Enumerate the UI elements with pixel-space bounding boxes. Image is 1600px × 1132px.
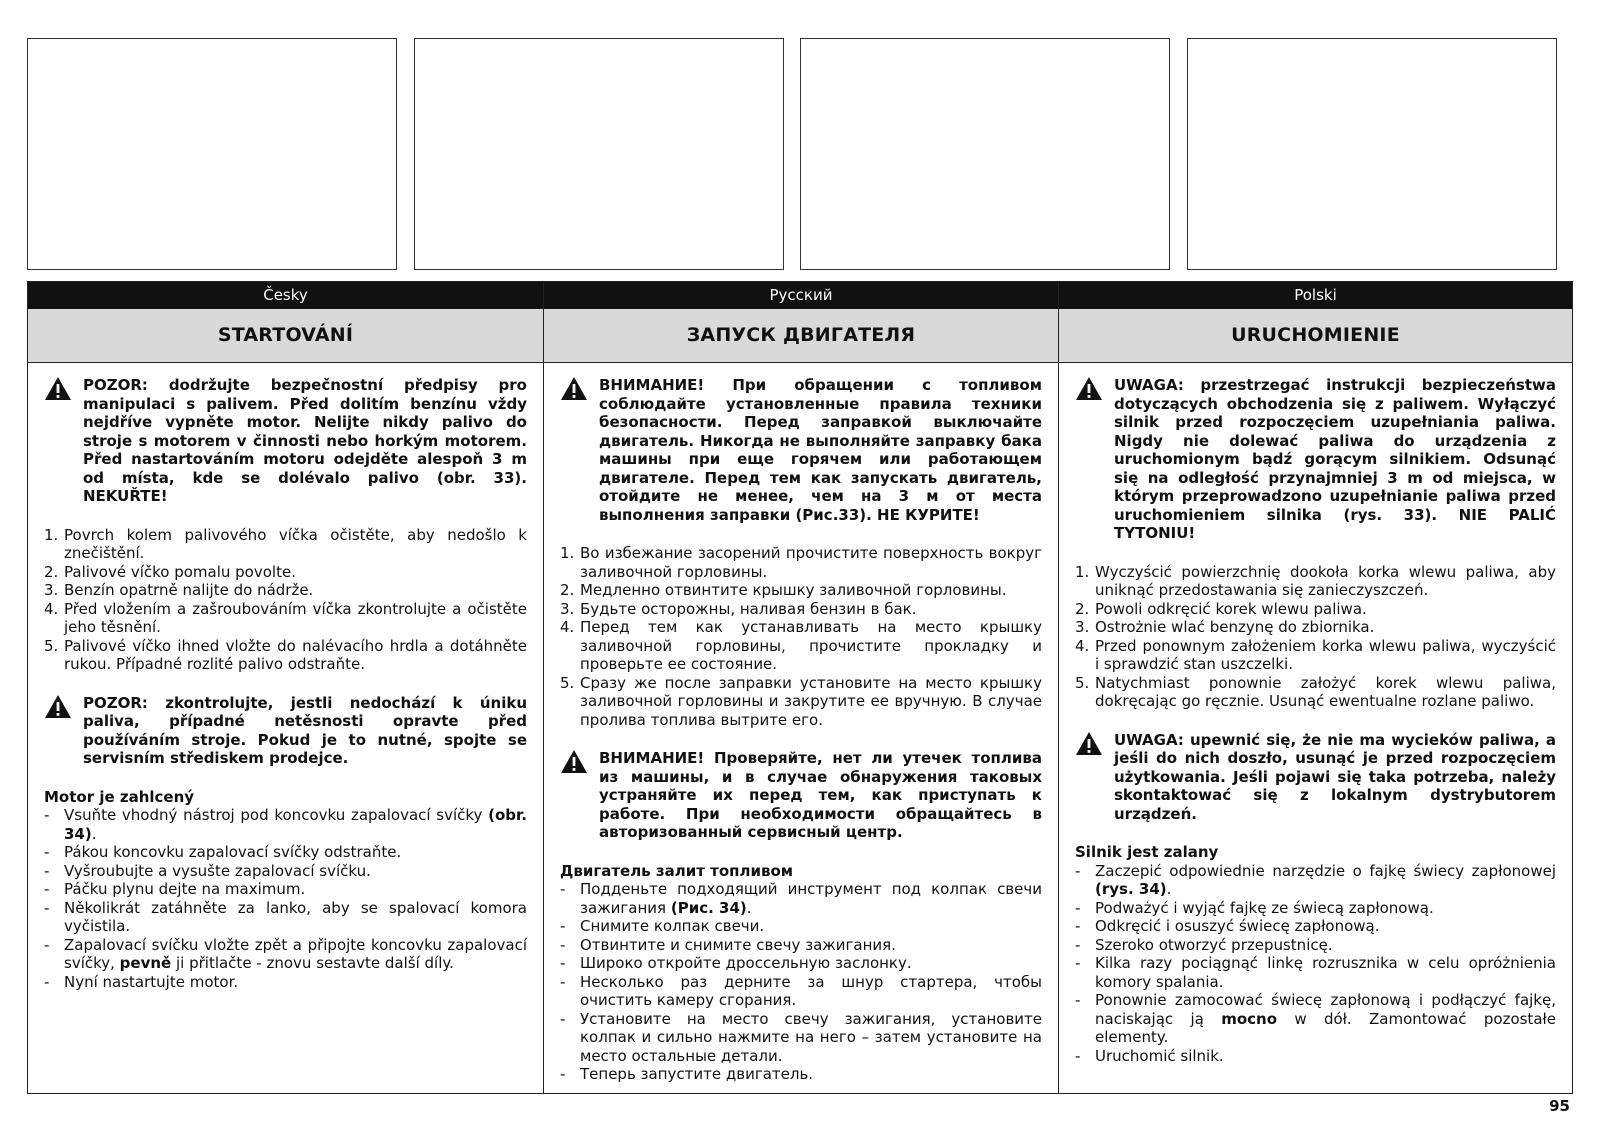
list-item: [1075, 862, 1556, 899]
warning-text: POZOR: zkontrolujte, jestli nedochází k úniku paliva, případné netěsnosti opravte před používáním stroje. Pokud je to nutné, spojte se servisním střediskem prodejce.: [83, 693, 527, 767]
list-item: [44, 843, 527, 862]
list-item: [1075, 674, 1556, 711]
list-item: [560, 917, 1042, 936]
list-item: [44, 973, 527, 992]
figure-box-4: [1187, 38, 1557, 270]
list-number: 3.: [560, 599, 575, 618]
list-item: [1075, 954, 1556, 991]
list-dash: -: [1075, 861, 1081, 880]
list-item-text: Uruchomić silnik.: [1095, 1046, 1224, 1065]
list-item-text: Povrch kolem palivového víčka očistěte, aby nedošlo k znečištění.: [64, 525, 527, 562]
list-item: [44, 526, 527, 563]
flooded-engine-steps-list: [44, 806, 527, 991]
list-item-text: Několikrát zatáhněte za lanko, aby se spalovací komora vyčistila.: [64, 898, 527, 935]
section-title: ЗАПУСК ДВИГАТЕЛЯ: [544, 309, 1058, 363]
list-item-text: .: [746, 898, 752, 917]
emphasis-text: (obr. 34): [64, 806, 527, 843]
section-content: [28, 363, 543, 991]
warning-text: ВНИМАНИЕ! При обращении с топливом соблюдайте установленные правила техники безопасности. Перед заправкой выключайте двигатель. Никогда не выполняйте заправку бака машины при еще горячем или работающем двигателе. Перед тем как запускать двигатель, отойдите не менее, чем на 3 м от места выполнения заправки (Рис.33). НЕ КУРИТЕ!: [599, 376, 1042, 524]
list-number: 3.: [44, 581, 59, 599]
list-item-text: Natychmiast ponownie założyć korek wlewu paliwa, dokręcając go ręcznie. Usunąć ewentualne rozlane paliwo.: [1095, 673, 1556, 710]
list-item: [44, 581, 527, 600]
list-number: 4.: [560, 618, 575, 636]
list-item: [1075, 1047, 1556, 1066]
list-item-text: Снимите колпак свечи.: [580, 917, 765, 935]
list-item: [44, 880, 527, 899]
section-title: URUCHOMIENIE: [1059, 309, 1572, 363]
list-number: 5.: [1075, 673, 1090, 692]
list-item-text: Ponownie zamocować świecę zapłonową i podłączyć fajkę, naciskając ją: [1095, 991, 1556, 1028]
column-polish: [1058, 282, 1572, 1093]
warning-triangle-icon: [1075, 731, 1103, 756]
list-item: [44, 936, 527, 973]
warning-fuel-leak: [1075, 731, 1556, 824]
list-item-text: Теперь запустите двигатель.: [580, 1065, 814, 1083]
flooded-engine-title: Двигатель залит топливом: [560, 861, 794, 880]
list-item-text: Benzín opatrně nalijte do nádrže.: [64, 581, 314, 599]
list-item: [560, 973, 1042, 1010]
warning-triangle-icon: [560, 749, 588, 774]
warning-text: ВНИМАНИЕ! Проверяйте, нет ли утечек топлива из машины, и в случае обнаружения таковых устраняйте их перед тем, как приступать к работе. При необходимости обращайтесь в авторизованный сервисный центр.: [599, 749, 1042, 841]
warning-triangle-icon: [44, 376, 72, 401]
list-item: [1075, 618, 1556, 637]
refuel-steps-list: [560, 544, 1042, 729]
list-dash: -: [44, 861, 50, 880]
list-number: 2.: [1075, 599, 1090, 618]
list-item: [560, 954, 1042, 973]
list-item-text: Palivové víčko pomalu povolte.: [64, 562, 296, 581]
list-item-text: Páčku plynu dejte na maximum.: [64, 880, 306, 898]
figure-box-1: [27, 38, 397, 270]
list-number: 4.: [1075, 636, 1090, 655]
list-dash: -: [44, 880, 50, 898]
list-item-text: Palivové víčko ihned vložte do nalévacího hrdla a dotáhněte rukou. Případné rozlité palivo odstraňte.: [64, 636, 527, 673]
list-item-text: Szeroko otworzyć przepustnicę.: [1095, 935, 1333, 954]
list-item-text: Сразу же после заправки установите на место крышку заливочной горловины и закрутите ее вручную. В случае пролива топлива вытрите его.: [580, 673, 1042, 729]
warning-triangle-icon: [560, 376, 588, 401]
column-czech: [28, 282, 543, 1093]
list-item: [1075, 917, 1556, 936]
list-item: [560, 600, 1042, 619]
list-item-text: Установите на место свечу зажигания, установите колпак и сильно нажмите на него – затем установите на место остальные детали.: [580, 1009, 1042, 1065]
list-number: 1.: [1075, 562, 1090, 581]
list-item: [560, 1065, 1042, 1084]
list-item: [560, 880, 1042, 917]
list-item: [560, 544, 1042, 581]
list-dash: -: [1075, 898, 1081, 917]
flooded-engine-steps-list: [1075, 862, 1556, 1066]
list-item-text: Во избежание засорений прочистите поверхность вокруг заливочной горловины.: [580, 544, 1042, 581]
language-label: Polski: [1059, 282, 1572, 309]
list-item: [1075, 637, 1556, 674]
emphasis-text: pevně: [119, 954, 172, 972]
list-item-text: Wyczyścić powierzchnię dookoła korka wlewu paliwa, aby uniknąć przedostawania się zanieczyszczeń.: [1095, 562, 1556, 599]
list-number: 1.: [44, 525, 59, 544]
list-item-text: Широко откройте дроссельную заслонку.: [580, 954, 912, 972]
list-dash: -: [560, 880, 566, 898]
list-dash: -: [44, 806, 50, 824]
list-number: 5.: [44, 636, 59, 655]
list-item-text: Vsuňte vhodný nástroj pod koncovku zapalovací svíčky: [64, 806, 489, 824]
list-item-text: Podważyć i wyjąć fajkę ze świecą zapłonową.: [1095, 898, 1434, 917]
list-item: [1075, 899, 1556, 918]
warning-text: POZOR: dodržujte bezpečnostní předpisy pro manipulaci s palivem. Před dolitím benzínu vždy nejdříve vypněte motor. Nelijte nikdy palivo do stroje s motorem v činnosti nebo horkým motorem. Před nastartováním motoru odejděte alespoň 3 m od místa, kde se dolévalo palivo (obr. 33). NEKUŘTE!: [83, 376, 527, 505]
list-item: [560, 581, 1042, 600]
list-item: [1075, 991, 1556, 1047]
list-dash: -: [560, 935, 566, 954]
column-russian: [543, 282, 1058, 1093]
list-item-text: Vyšroubujte a vysušte zapalovací svíčku.: [64, 861, 371, 880]
warning-triangle-icon: [1075, 376, 1103, 401]
section-content: [1059, 363, 1572, 1065]
list-dash: -: [560, 1065, 566, 1083]
list-item-text: Pákou koncovku zapalovací svíčky odstraňte.: [64, 843, 402, 861]
section-title: STARTOVÁNÍ: [28, 309, 543, 363]
list-item-text: Медленно отвинтите крышку заливочной горловины.: [580, 581, 1007, 599]
list-item-text: Несколько раз дерните за шнур стартера, чтобы очистить камеру сгорания.: [580, 972, 1042, 1009]
list-item: [1075, 936, 1556, 955]
list-item-text: .: [1166, 880, 1172, 898]
list-dash: -: [560, 917, 566, 935]
warning-fuel-handling: [44, 376, 527, 506]
list-dash: -: [1075, 935, 1081, 954]
refuel-steps-list: [44, 526, 527, 674]
list-item: [44, 563, 527, 582]
list-number: 4.: [44, 599, 59, 618]
warning-triangle-icon: [44, 694, 72, 719]
list-dash: -: [1075, 954, 1081, 972]
list-item-text: Подденьте подходящий инструмент под колпак свечи зажигания: [580, 880, 1042, 917]
list-dash: -: [1075, 917, 1081, 935]
figure-box-2: [414, 38, 784, 270]
emphasis-text: (Рис. 34): [670, 898, 747, 917]
list-dash: -: [44, 972, 50, 991]
list-item-text: Будьте осторожны, наливая бензин в бак.: [580, 599, 917, 618]
list-item: [560, 674, 1042, 730]
refuel-steps-list: [1075, 563, 1556, 711]
list-item-text: Przed ponownym założeniem korka wlewu paliwa, wyczyścić i sprawdzić stan uszczelki.: [1095, 636, 1556, 673]
list-item-text: Nyní nastartujte motor.: [64, 972, 239, 991]
flooded-engine-steps-list: [560, 880, 1042, 1084]
list-dash: -: [560, 1009, 566, 1028]
list-number: 1.: [560, 544, 575, 562]
list-item: [44, 862, 527, 881]
page-number: 95: [1549, 1097, 1570, 1115]
emphasis-text: mocno: [1221, 1009, 1277, 1028]
flooded-engine-title: Motor je zahlcený: [44, 787, 195, 806]
list-item: [44, 600, 527, 637]
list-item-text: Před vložením a zašroubováním víčka zkontrolujte a očistěte jeho těsnění.: [64, 599, 527, 636]
list-item: [560, 1010, 1042, 1066]
list-item-text: Ostrożnie wlać benzynę do zbiornika.: [1095, 618, 1375, 636]
warning-fuel-leak: [44, 694, 527, 768]
list-item-text: Перед тем как устанавливать на место крышку заливочной горловины, прочистите прокладку и проверьте ее состояние.: [580, 618, 1042, 673]
list-item: [560, 936, 1042, 955]
list-item-text: Kilka razy pociągnąć linkę rozrusznika w celu opróżnienia komory spalania.: [1095, 954, 1556, 991]
list-item: [560, 618, 1042, 674]
language-label: Русский: [544, 282, 1058, 309]
list-item-text: Zaczepić odpowiednie narzędzie o fajkę świecy zapłonowej: [1095, 861, 1556, 880]
list-item: [44, 806, 527, 843]
list-dash: -: [44, 843, 50, 861]
list-item-text: Отвинтите и снимите свечу зажигания.: [580, 935, 896, 954]
list-item-text: Odkręcić i osuszyć świecę zapłonową.: [1095, 917, 1380, 935]
list-item: [44, 637, 527, 674]
warning-text: UWAGA: przestrzegać instrukcji bezpieczeństwa dotyczących obchodzenia się z paliwem. Wyłączyć silnik przed rozpoczęciem uzupełniania paliwa. Nigdy nie dolewać paliwa do urządzenia z uruchomionym bądź gorącym silnikiem. Odsunąć się na odległość przynajmniej 3 m od miejsca, w którym przeprowadzono uzupełnianie paliwa przed uruchomieniem silnika (rys. 33). NIE PALIĆ TYTONIU!: [1114, 376, 1556, 542]
list-number: 3.: [1075, 618, 1090, 636]
list-item-text: ji přitlačte - znovu sestavte další díly.: [171, 954, 454, 972]
list-number: 2.: [44, 562, 59, 581]
list-item-text: w dół. Zamontować pozostałe elementy.: [1095, 1009, 1556, 1046]
list-item-text: .: [91, 824, 97, 843]
section-content: [544, 363, 1058, 1084]
list-item: [1075, 563, 1556, 600]
warning-fuel-handling: [1075, 376, 1556, 543]
list-dash: -: [44, 935, 50, 954]
list-dash: -: [44, 898, 50, 917]
instructions-table: [27, 281, 1573, 1094]
list-number: 5.: [560, 673, 575, 692]
list-item: [44, 899, 527, 936]
warning-fuel-leak: [560, 749, 1042, 842]
warning-fuel-handling: [560, 376, 1042, 524]
figure-box-3: [800, 38, 1170, 270]
list-dash: -: [560, 954, 566, 972]
list-item: [1075, 600, 1556, 619]
emphasis-text: (rys. 34): [1095, 880, 1167, 898]
warning-text: UWAGA: upewnić się, że nie ma wycieków paliwa, a jeśli do nich doszło, usunąć je przed rozpoczęciem użytkowania. Jeśli pojawi się taka potrzeba, należy skontaktować się z lokalnym dystrybutorem urządzeń.: [1114, 730, 1556, 823]
language-label: Česky: [28, 282, 543, 309]
list-item-text: Powoli odkręcić korek wlewu paliwa.: [1095, 599, 1367, 618]
list-dash: -: [1075, 1046, 1081, 1065]
list-number: 2.: [560, 581, 575, 599]
list-dash: -: [1075, 991, 1081, 1009]
list-dash: -: [560, 972, 566, 991]
flooded-engine-title: Silnik jest zalany: [1075, 843, 1219, 861]
list-item-text: Zapalovací svíčku vložte zpět a připojte koncovku zapalovací svíčky,: [64, 935, 527, 972]
